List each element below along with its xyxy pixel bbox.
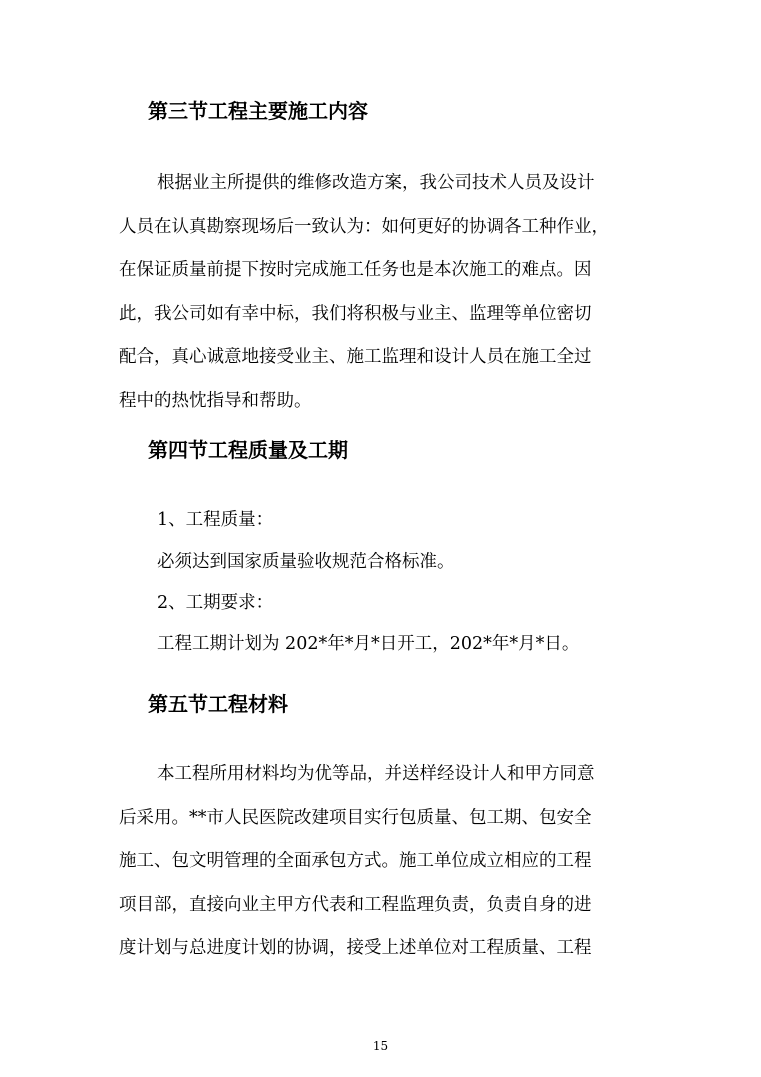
paragraph-line: 度计划与总进度计划的协调，接受上述单位对工程质量、工程: [119, 938, 592, 958]
section-3-heading: 第三节工程主要施工内容: [148, 99, 368, 123]
section-4-heading: 第四节工程质量及工期: [148, 438, 348, 462]
section-5-heading: 第五节工程材料: [148, 692, 288, 716]
section-5-paragraph: [119, 753, 639, 971]
page-number: 15: [372, 1039, 389, 1053]
paragraph-line: 在保证质量前提下按时完成施工任务也是本次施工的难点。因: [119, 260, 592, 280]
section-3-paragraph: [119, 162, 639, 423]
paragraph-line: 配合，真心诚意地接受业主、施工监理和设计人员在施工全过: [119, 347, 592, 367]
paragraph-line: 本工程所用材料均为优等品，并送样经设计人和甲方同意: [157, 764, 595, 784]
paragraph-line: 项目部，直接向业主甲方代表和工程监理负责，负责自身的进: [119, 894, 592, 915]
paragraph-line: 此，我公司如有幸中标，我们将积极与业主、监理等单位密切: [119, 303, 592, 324]
paragraph-line: 人员在认真勘察现场后一致认为：如何更好的协调各工种作业，: [119, 216, 609, 237]
paragraph-line: 施工、包文明管理的全面承包方式。施工单位成立相应的工程: [119, 851, 592, 871]
schedule-text: 工程工期计划为 202*年*月*日开工，202*年*月*日。: [157, 634, 580, 654]
quality-label: 1、工程质量：: [157, 510, 274, 530]
paragraph-line: 后采用。**市人民医院改建项目实行包质量、包工期、包安全: [119, 807, 592, 828]
paragraph-line: 程中的热忱指导和帮助。: [119, 390, 312, 411]
quality-text: 必须达到国家质量验收规范合格标准。: [157, 552, 455, 572]
schedule-label: 2、工期要求：: [157, 593, 274, 613]
paragraph-line: 根据业主所提供的维修改造方案，我公司技术人员及设计: [157, 173, 595, 193]
